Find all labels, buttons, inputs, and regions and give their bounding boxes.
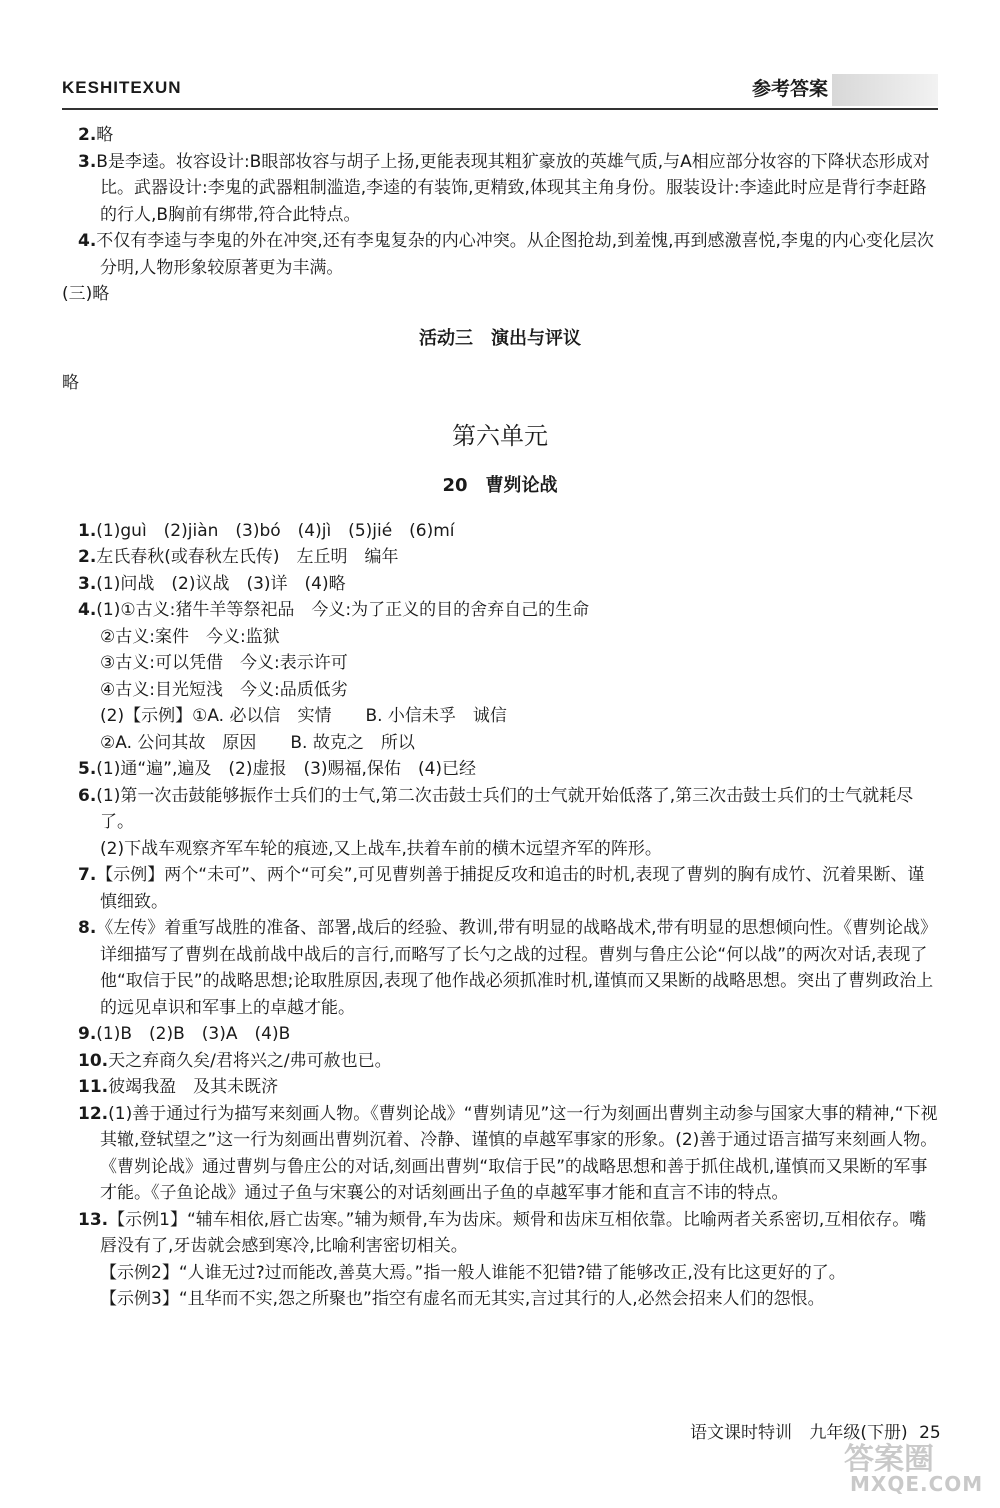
answer-text: 天之弃商久矣/君将兴之/弗可赦也已。 <box>108 1050 392 1071</box>
answer-text: (1)第一次击鼓能够振作士兵们的士气,第二次击鼓士兵们的士气就开始低落了,第三次击鼓士兵们的士气就耗尽了。 <box>96 785 914 832</box>
answer-number: 2. <box>78 547 97 567</box>
footer-book: 语文课时特训 <box>690 1423 792 1443</box>
numbered-answer <box>62 1021 938 1048</box>
numbered-answer <box>62 1101 938 1207</box>
answer-subline <box>62 624 938 651</box>
numbered-answer <box>62 915 938 1021</box>
numbered-answer <box>62 122 938 149</box>
answer-number: 9. <box>78 1024 97 1044</box>
answer-number: 4. <box>78 231 97 251</box>
answer-subline <box>62 836 938 863</box>
answer-text: (1)①古义:猪牛羊等祭祀品 今义:为了正义的目的舍弃自己的生命 <box>96 600 590 620</box>
numbered-answer <box>62 544 938 571</box>
answer-text: 略 <box>96 125 114 145</box>
numbered-answer <box>62 597 938 624</box>
activity-title: 活动三 演出与评议 <box>419 327 581 349</box>
numbered-answer <box>62 518 938 545</box>
answer-text: (1)善于通过行为描写来刻画人物。《曹刿论战》“曹刿请见”这一行为刻画出曹刿主动参与国家大事的精神,“下视其辙,登轼望之”这一行为刻画出曹刿沉着、冷静、谨慎的卓越军事家的形象。(2)善于通过语言描写来刻画人物。《曹刿论战》通过曹刿与鲁庄公的对话,刻画出曹刿“取信于民”的战略思想和善于抓住战机,谨慎而又果断的军事才能。《子鱼论战》通过子鱼与宋襄公的对话刻画出子鱼的卓越军事才能和直言不讳的特点。 <box>100 1103 938 1203</box>
answer-text: 【示例】两个“未可”、两个“可矣”,可见曹刿善于捕捉反攻和追击的时机,表现了曹刿的胸有成竹、沉着果断、谨慎细致。 <box>96 865 925 912</box>
page-number: 25 <box>919 1423 941 1443</box>
answer-text: 彼竭我盈 及其未既济 <box>108 1077 279 1097</box>
numbered-answer <box>62 571 938 598</box>
brand-name: KESHITEXUN <box>62 78 182 97</box>
answer-content <box>62 122 938 1313</box>
numbered-answer <box>62 756 938 783</box>
unit-title: 第六单元 <box>452 421 548 450</box>
answer-text: 不仅有李逵与李鬼的外在冲突,还有李鬼复杂的内心冲突。从企图抢劫,到羞愧,再到感激喜悦,李鬼的内心变化层次分明,人物形象较原著更为丰满。 <box>96 231 934 278</box>
page-header <box>62 74 938 110</box>
answer-text: 左氏春秋(或春秋左氏传) 左丘明 编年 <box>96 547 399 567</box>
answer-number: 3. <box>78 151 97 172</box>
answer-text: (1)问战 (2)议战 (3)详 (4)略 <box>96 573 346 594</box>
header-tab-decoration <box>832 74 938 106</box>
answer-text: ②古义:案件 今义:监狱 <box>100 626 280 647</box>
answer-text: ②A. 公问其故 原因 B. 故克之 所以 <box>100 732 415 753</box>
answer-text: (2)下战车观察齐军车轮的痕迹,又上战车,扶着车前的横木远望齐军的阵形。 <box>100 838 662 859</box>
answer-number: 8. <box>78 918 97 938</box>
answer-text: (1)通“遍”,遍及 (2)虚报 (3)赐福,保佑 (4)已经 <box>96 759 477 779</box>
answer-number: 4. <box>78 600 97 620</box>
answer-text: (2)【示例】①A. 必以信 实情 B. 小信未孚 诚信 <box>100 706 507 726</box>
lesson-answer-list <box>62 518 938 1313</box>
part-three: (三)略 <box>62 284 110 304</box>
answer-text: 【示例1】“辅车相依,唇亡齿寒。”辅为颊骨,车为齿床。颊骨和齿床互相依靠。比喻两者关系密切,互相依存。嘴唇没有了,牙齿就会感到寒冷,比喻利害密切相关。 <box>100 1209 927 1256</box>
answer-text: 【示例3】“且华而不实,怨之所聚也”指空有虚名而无其实,言过其行的人,必然会招来人们的怨恨。 <box>100 1289 825 1309</box>
answer-number: 10. <box>78 1050 109 1071</box>
answer-text: ③古义:可以凭借 今义:表示许可 <box>100 653 348 673</box>
answer-text: (1)guì (2)jiàn (3)bó (4)jì (5)jié (6)mí <box>96 520 455 541</box>
watermark-bottom: MXQE.COM <box>850 1472 984 1496</box>
numbered-answer <box>62 1207 938 1260</box>
answer-number: 3. <box>78 573 97 594</box>
answer-subline <box>62 650 938 677</box>
answer-subline <box>62 677 938 704</box>
answer-subline <box>62 703 938 730</box>
answer-number: 6. <box>78 785 97 806</box>
footer-grade: 九年级(下册) <box>809 1423 908 1443</box>
answer-subline <box>62 1260 938 1287</box>
answer-number: 13. <box>78 1209 109 1230</box>
answer-number: 12. <box>78 1103 109 1124</box>
numbered-answer <box>62 1074 938 1101</box>
activity-body: 略 <box>62 373 79 393</box>
top-answer-list <box>62 122 938 281</box>
watermark-logo <box>838 1434 988 1498</box>
answer-text: 《左传》着重写战胜的准备、部署,战后的经验、教训,带有明显的战略战术,带有明显的思想倾向性。《曹刿论战》详细描写了曹刿在战前战中战后的言行,而略写了长勺之战的过程。曹刿与鲁庄公论“何以战”的两次对话,表现了他“取信于民”的战略思想;论取胜原因,表现了他作战必须抓准时机,谨慎而又果断的战略思想。突出了曹刿政治上的远见卓识和军事上的卓越才能。 <box>96 918 938 1018</box>
answer-number: 5. <box>78 759 97 779</box>
watermark-top: 答案圈 <box>844 1442 934 1477</box>
answer-text: B是李逵。妆容设计:B眼部妆容与胡子上扬,更能表现其粗犷豪放的英雄气质,与A相应部分妆容的下降状态形成对比。武器设计:李鬼的武器粗制滥造,李逵的有装饰,更精致,体现其主角身份。服装设计:李逵此时应是背行李赶路的行人,B胸前有绑带,符合此特点。 <box>96 151 930 225</box>
answer-subline <box>62 730 938 757</box>
numbered-answer <box>62 783 938 836</box>
answer-text: (1)B (2)B (3)A (4)B <box>96 1024 291 1044</box>
section-title: 参考答案 <box>751 78 828 100</box>
numbered-answer <box>62 862 938 915</box>
numbered-answer <box>62 228 938 281</box>
numbered-answer <box>62 1048 938 1075</box>
answer-number: 7. <box>78 865 97 885</box>
answer-subline <box>62 1286 938 1313</box>
answer-number: 1. <box>78 520 97 541</box>
numbered-answer <box>62 149 938 229</box>
answer-number: 2. <box>78 125 97 145</box>
lesson-title: 20 曹刿论战 <box>442 475 558 496</box>
answer-text: ④古义:目光短浅 今义:品质低劣 <box>100 679 348 700</box>
answer-text: 【示例2】“人谁无过?过而能改,善莫大焉。”指一般人谁能不犯错?错了能够改正,没有比这更好的了。 <box>100 1262 846 1283</box>
answer-number: 11. <box>78 1077 109 1097</box>
